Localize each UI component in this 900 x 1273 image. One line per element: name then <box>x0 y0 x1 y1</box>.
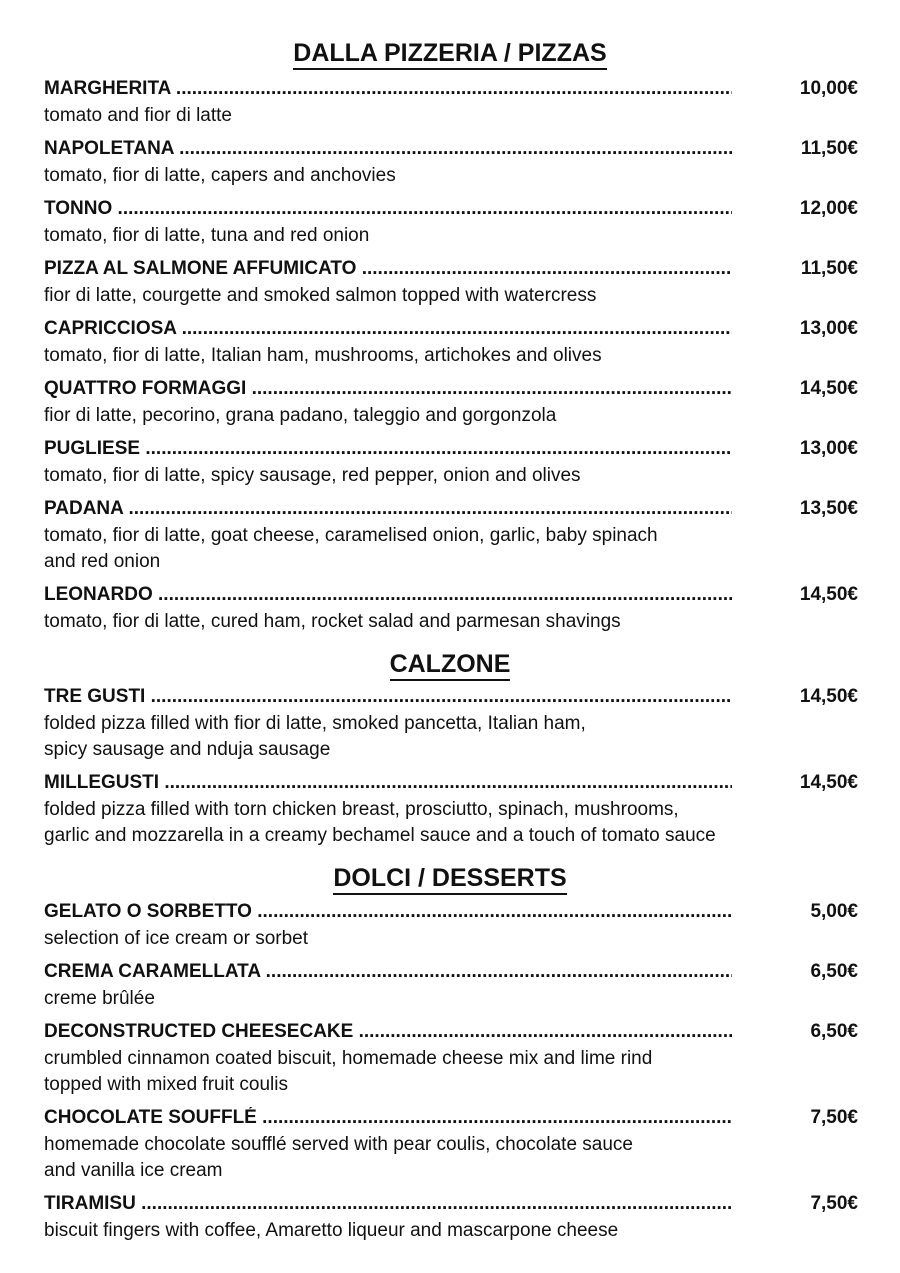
menu-item-price: 13,50€ <box>799 498 858 519</box>
menu-item-description <box>44 1132 804 1184</box>
menu-item-description <box>44 283 804 309</box>
menu-item-price: 11,50€ <box>800 138 858 159</box>
menu-item-description-line: crumbled cinnamon coated biscuit, homemade cheese mix and lime rind <box>44 1048 653 1069</box>
menu-item <box>44 258 864 309</box>
menu-item-description-line: folded pizza filled with torn chicken breast, prosciutto, spinach, mushrooms, <box>44 799 679 820</box>
menu-item-line <box>44 901 864 923</box>
menu-item-price: 14,50€ <box>799 686 858 707</box>
section-title: DALLA PIZZERIA / PIZZAS <box>293 39 606 70</box>
menu-item-name: MARGHERITA ..... <box>44 78 732 100</box>
menu-item-description <box>44 463 804 489</box>
menu-item <box>44 584 864 635</box>
menu-item <box>44 1021 864 1098</box>
menu-item-description-line: tomato, fior di latte, capers and anchovies <box>44 165 396 186</box>
menu-item-description-line: fior di latte, pecorino, grana padano, taleggio and gorgonzola <box>44 405 557 426</box>
menu-item-description-line: garlic and mozzarella in a creamy bechamel sauce and a touch of tomato sauce <box>44 825 716 846</box>
menu-item-name: CAPRICCIOSA ..... <box>44 318 732 340</box>
menu-item <box>44 138 864 189</box>
menu-item-description-line: and vanilla ice cream <box>44 1160 223 1181</box>
menu-item-name: TIRAMISU ..... <box>44 1193 732 1215</box>
menu-item-line <box>44 138 864 160</box>
menu-item-name: MILLEGUSTI ..... <box>44 772 732 794</box>
menu-item <box>44 318 864 369</box>
menu-item-description <box>44 1218 804 1244</box>
menu-item-description-line: tomato, fior di latte, spicy sausage, red pepper, onion and olives <box>44 465 581 486</box>
menu-item-line <box>44 772 864 794</box>
menu-item-line <box>44 198 864 220</box>
menu-item-description <box>44 609 804 635</box>
menu-item-description <box>44 711 804 763</box>
menu-item <box>44 78 864 129</box>
menu-item <box>44 438 864 489</box>
menu-item-line <box>44 378 864 400</box>
menu-item-description-line: tomato, fior di latte, cured ham, rocket salad and parmesan shavings <box>44 611 621 632</box>
menu-item <box>44 1107 864 1184</box>
menu-item-description-line: biscuit fingers with coffee, Amaretto liqueur and mascarpone cheese <box>44 1220 619 1241</box>
section-title: CALZONE <box>390 650 511 681</box>
menu-item-line <box>44 318 864 340</box>
menu-item-price: 7,50€ <box>810 1193 858 1214</box>
menu-item-description-line: tomato, fior di latte, Italian ham, mushrooms, artichokes and olives <box>44 345 602 366</box>
menu-item-line <box>44 438 864 460</box>
menu-item-name: GELATO O SORBETTO ..... <box>44 901 732 923</box>
menu-item-description <box>44 986 804 1012</box>
menu-item-description <box>44 926 804 952</box>
menu-item-price: 14,50€ <box>799 584 858 605</box>
menu-item-price: 14,50€ <box>799 378 858 399</box>
menu-item-description-line: spicy sausage and nduja sausage <box>44 739 331 760</box>
menu-item-name: CREMA CARAMELLATA ..... <box>44 961 732 983</box>
menu-item <box>44 961 864 1012</box>
menu-item-name: PUGLIESE ..... <box>44 438 732 460</box>
section-heading-pizzas <box>0 38 900 68</box>
menu-item-line <box>44 78 864 100</box>
menu-item-description <box>44 163 804 189</box>
menu-item-price: 13,00€ <box>799 318 858 339</box>
menu-item <box>44 378 864 429</box>
section-heading-desserts <box>0 863 900 893</box>
menu-item-description <box>44 523 804 575</box>
menu-item-description <box>44 403 804 429</box>
menu-item-line <box>44 1193 864 1215</box>
menu-item <box>44 1193 864 1244</box>
menu-item-description-line: selection of ice cream or sorbet <box>44 928 309 949</box>
menu-item-line <box>44 686 864 708</box>
menu-item-price: 5,00€ <box>810 901 858 922</box>
menu-item-name: PIZZA AL SALMONE AFFUMICATO ..... <box>44 258 732 280</box>
menu-item-name: CHOCOLATE SOUFFLÉ ..... <box>44 1107 732 1129</box>
menu-item <box>44 198 864 249</box>
menu-item-name: NAPOLETANA ..... <box>44 138 732 160</box>
menu-item-name: DECONSTRUCTED CHEESECAKE ..... <box>44 1021 732 1043</box>
menu-item-description-line: tomato and fior di latte <box>44 105 232 126</box>
menu-item-price: 13,00€ <box>799 438 858 459</box>
menu-item-name: TONNO ..... <box>44 198 732 220</box>
menu-item-line <box>44 1107 864 1129</box>
menu-item-description-line: folded pizza filled with fior di latte, smoked pancetta, Italian ham, <box>44 713 586 734</box>
menu-item-price: 6,50€ <box>810 961 858 982</box>
menu-item-description <box>44 343 804 369</box>
menu-item-name: TRE GUSTI ..... <box>44 686 732 708</box>
menu-item-price: 11,50€ <box>800 258 858 279</box>
menu-item <box>44 901 864 952</box>
menu-item-description <box>44 223 804 249</box>
section-heading-calzone <box>0 649 900 679</box>
menu-item-price: 6,50€ <box>810 1021 858 1042</box>
menu-item <box>44 686 864 763</box>
menu-item-price: 14,50€ <box>799 772 858 793</box>
menu-item-description-line: and red onion <box>44 551 161 572</box>
menu-item-name: PADANA ..... <box>44 498 732 520</box>
menu-item-line <box>44 961 864 983</box>
menu-item-description-line: homemade chocolate soufflé served with pear coulis, chocolate sauce <box>44 1134 633 1155</box>
menu-item-line <box>44 258 864 280</box>
menu-item-name: LEONARDO ..... <box>44 584 732 606</box>
menu-item-description-line: tomato, fior di latte, goat cheese, caramelised onion, garlic, baby spinach <box>44 525 658 546</box>
menu-item-price: 10,00€ <box>799 78 858 99</box>
menu-item-line <box>44 584 864 606</box>
menu-item-price: 7,50€ <box>810 1107 858 1128</box>
menu-item-line <box>44 498 864 520</box>
menu-item-name: QUATTRO FORMAGGI ..... <box>44 378 732 400</box>
menu-item-description <box>44 797 804 849</box>
menu-item-line <box>44 1021 864 1043</box>
menu-item-price: 12,00€ <box>799 198 858 219</box>
section-title: DOLCI / DESSERTS <box>333 864 566 895</box>
menu-item-description-line: topped with mixed fruit coulis <box>44 1074 288 1095</box>
menu-item-description <box>44 103 804 129</box>
menu-item <box>44 498 864 575</box>
menu-item-description-line: creme brûlée <box>44 988 155 1009</box>
menu-item-description-line: fior di latte, courgette and smoked salmon topped with watercress <box>44 285 597 306</box>
menu-item <box>44 772 864 849</box>
menu-item-description-line: tomato, fior di latte, tuna and red onion <box>44 225 370 246</box>
menu-item-description <box>44 1046 804 1098</box>
